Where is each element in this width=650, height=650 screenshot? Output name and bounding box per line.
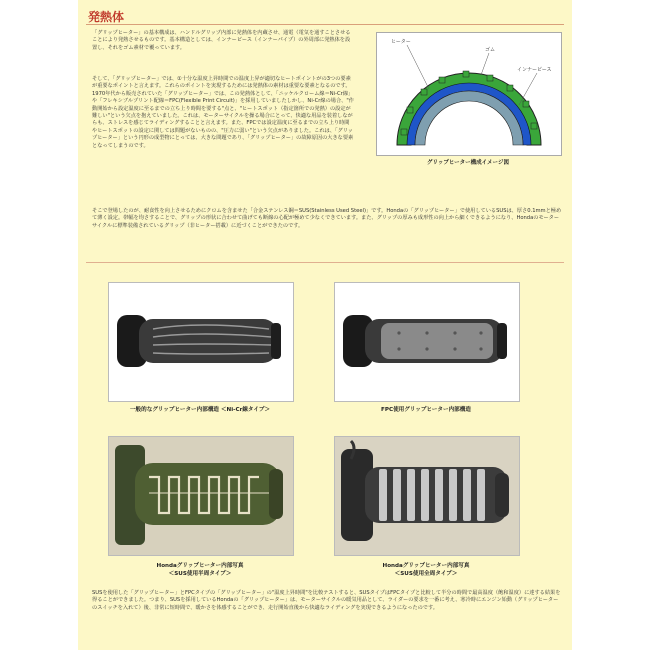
grip-heater-diagram	[376, 32, 562, 156]
sus-half-grip-photo	[108, 436, 294, 556]
grip-heater-cross-section	[377, 33, 561, 155]
caption-nicr-grip: 一般的なグリップヒーター内部構造 ＜Ni-Cr線タイプ＞	[129, 407, 271, 413]
section-title: 発熱体	[88, 10, 125, 24]
diagram-label-rubber: ゴム	[485, 47, 496, 53]
article-page	[78, 0, 572, 650]
caption-sus-full-grip	[334, 562, 518, 578]
section-divider	[86, 262, 564, 263]
caption-fpc-grip: FPC使用グリップヒーター内部構造	[381, 407, 471, 413]
caption-sus-half-line2: ＜SUS使用半周タイプ＞	[168, 571, 232, 577]
nicr-grip-image	[108, 282, 294, 402]
caption-sus-half-grip	[108, 562, 292, 578]
caption-sus-full-line1: Hondaグリップヒーター内部写真	[382, 563, 470, 569]
paragraph-sus: そこで登場したのが、耐食性を向上させるためにクロムを含ませた「合金ステンレス鋼＝SUS(Stainless Used Steel)」です。Hondaの「グリップヒーター」で使用しているSUSは、厚さ0.1mmと極めて薄く設定。帯幅を均さすることで、グリップの形状に合わせて曲げても断線の心配が極めて少なくできています。また、グリップの厚みも成形性の向上から細くできるようになり、Hondaのモーターサイクルに標準装備されているグリップ（非ヒーター搭載）に近づくことができたのです。	[92, 208, 562, 229]
diagram-label-inner: インナーピース	[517, 67, 552, 73]
fpc-grip-image	[334, 282, 520, 402]
title-divider	[86, 24, 564, 25]
caption-sus-half-line1: Hondaグリップヒーター内部写真	[156, 563, 244, 569]
paragraph-conclusion: SUSを使用した「グリップヒーター」とFPCタイプの「グリップヒーター」の"温度上昇時間"を比較テストすると、SUSタイプはFPCタイプと比較して半分の時間で最高温度（飽和温度）に達する結果を得ることができました。つまり、SUSを採用しているHondaの「グリップヒーター」は、モーターサイクルの暖気用品として、ライダーの要求を一番に考え、寒冷時にエンジン始動（グリップヒーターのスイッチを入れて）後、非常に短時間で、暖かさを体感することができ、走行開始直後から快適なライディングを実現できるようになったのです。	[92, 590, 561, 611]
diagram-label-heater: ヒーター	[391, 39, 411, 45]
caption-sus-full-line2: ＜SUS使用全周タイプ＞	[394, 571, 458, 577]
paragraph-history: そして、「グリップヒーター」では、①十分な温度上昇時間での温度上昇が適切なヒートポイントがの3つの要素が重要なポイントと言えます。これらのポイントを実現するためには発熱体の素材は重要な要素となるのです。1970年代から販売されていた「グリップヒーター」では、この発熱体として、「ニッケルクローム線＝Ni-Cr線」や「フレキシブルプリント配線＝FPC(Flexible Print Circuit)」を採用していましたしかし、Ni-Cr線の場合、"作動開始から設定温度に至るまでの立ち上り時間を要する"点と、"ヒートスポット（指定箇所での発熱）の設定が難しい"という欠点を抱えていました。これは、モーターサイクルを操る場合にとって、快適な用品を装着しながらも、ストレスを感じてライディングすることと言えます。また、FPCでは設定温度に至るまでの立ち上り時間やヒートスポットの設定に関しては問題がないものの、"圧力に弱い"という欠点がありました。これは、「グリップヒーター」という円形の成型物にとっては、大きな問題であり、「グリップヒーター」の故障原因の大きな要素となってしまうのです。	[92, 76, 354, 149]
diagram-caption: グリップヒーター構成イメージ図	[427, 160, 509, 166]
sus-full-grip-photo	[334, 436, 520, 556]
paragraph-intro: 「グリップヒーター」の基本構成は、ハンドルグリップ内部に発熱体を内蔵させ、通電（電気を通すことさせることにより発熱させるものです。基本構造としては、インナーピース（インナーパイプ）の外周部に発熱体を設置し、それをゴム素材で覆っています。	[92, 30, 351, 51]
